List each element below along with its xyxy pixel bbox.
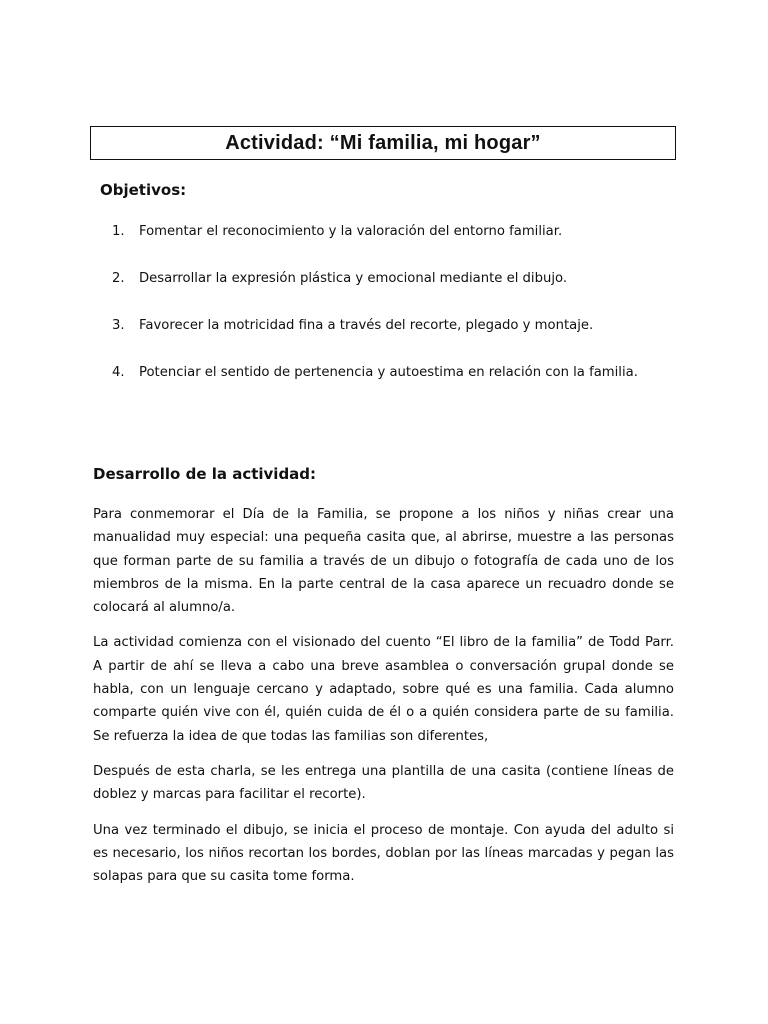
objective-number: 4. [112,365,125,380]
development-heading: Desarrollo de la actividad: [93,465,317,483]
development-body [93,503,674,900]
document-title: Actividad: “Mi familia, mi hogar” [225,131,541,154]
objective-text: Potenciar el sentido de pertenencia y autoestima en relación con la familia. [139,365,638,380]
objectives-heading: Objetivos: [100,181,187,199]
objective-item [112,220,674,243]
development-paragraph: Una vez terminado el dibujo, se inicia el proceso de montaje. Con ayuda del adulto si es necesario, los niños recortan los bordes, doblan por las líneas marcadas y pegan las solapas para que su casita tome forma. [93,822,674,885]
objective-number: 1. [112,224,125,239]
objective-number: 2. [112,271,125,286]
objective-item [112,361,674,384]
objective-item [112,314,674,337]
development-paragraph: Después de esta charla, se les entrega una plantilla de una casita (contiene líneas de doblez y marcas para facilitar el recorte). [93,763,674,803]
development-paragraph: Para conmemorar el Día de la Familia, se propone a los niños y niñas crear una manualidad muy especial: una pequeña casita que, al abrirse, muestre a las personas que forman parte de su familia a través de un dibujo o fotografía de cada uno de los miembros de la misma. En la parte central de la casa aparece un recuadro donde se colocará al alumno/a. [93,507,674,616]
objective-item [112,267,674,290]
objective-text: Favorecer la motricidad fina a través del recorte, plegado y montaje. [139,318,594,333]
development-paragraph: La actividad comienza con el visionado del cuento “El libro de la familia” de Todd Parr. A partir de ahí se lleva a cabo una breve asamblea o conversación grupal donde se habla, con un lenguaje cercano y adaptado, sobre qué es una familia. Cada alumno comparte quién vive con él, quién cuida de él o a quién considera parte de su familia. Se refuerza la idea de que todas las familias son diferentes, [93,635,674,744]
objective-number: 3. [112,318,125,333]
title-box [90,126,676,160]
objectives-list [112,220,674,408]
objective-text: Fomentar el reconocimiento y la valoración del entorno familiar. [139,224,563,239]
objective-text: Desarrollar la expresión plástica y emocional mediante el dibujo. [139,271,568,286]
